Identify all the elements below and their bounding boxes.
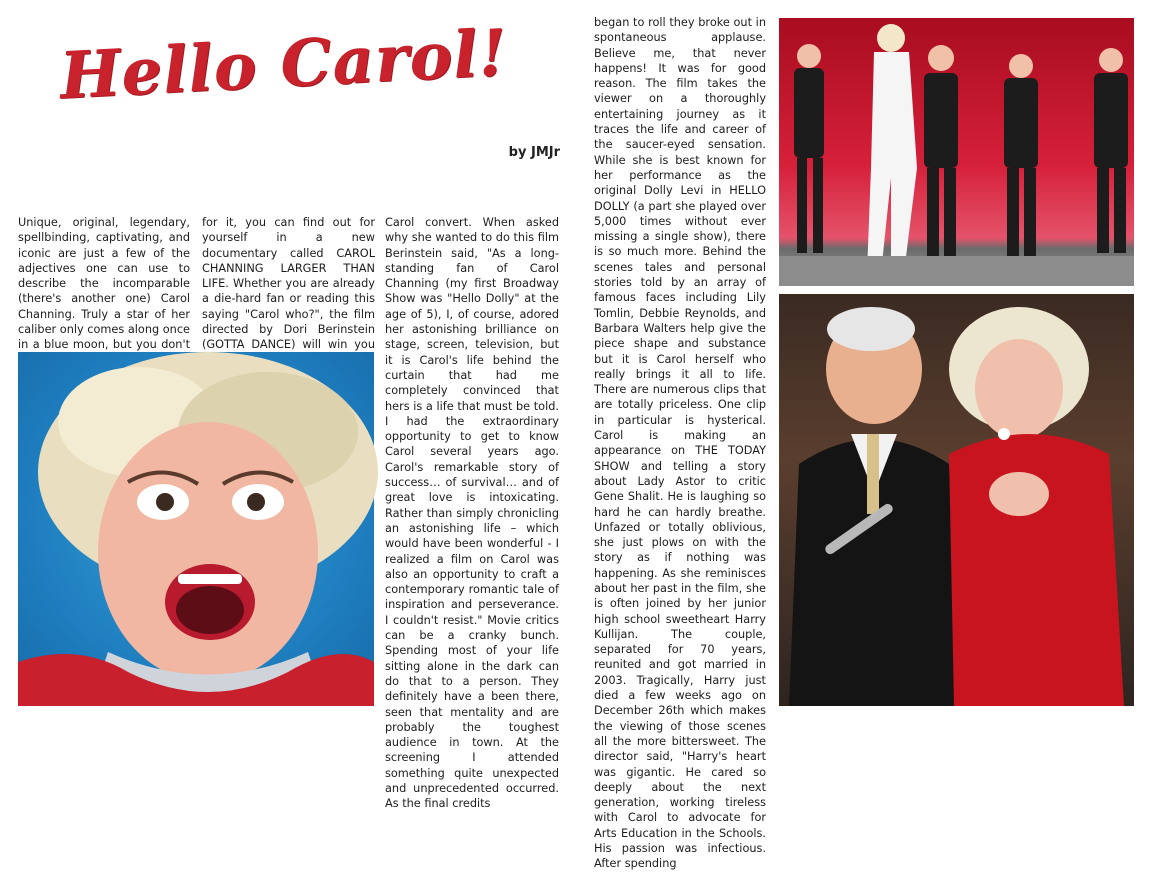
body-column-1: [18, 215, 190, 368]
body-text-3: Carol convert. When asked why she wanted to do this film Berinstein said, "As a long-standing fan of Carol Channing (my first Broadway Show was "Hello Dolly" at the age of 5), I, of course, adored her astonishing brilliance on stage, screen, television, but it is Carol's life behind the curtain that had me completely convinced that hers is a life that must be told. I had the extraordinary opportunity to get to know Carol several years ago. Carol's remarkable story of success… of survival… and of great love is intoxicating. Rather than simply chronicling an astonishing life – which would have been wonderful - I realized a film on Carol was also an opportunity to craft a contemporary romantic tale of inspiration and perseverance. I couldn't resist." Movie critics can be a cranky bunch. Spending most of your life sitting alone in the dark can do that to a person. They definitely have a been there, seen that mentality and are probably the toughest audience in town. At the screening I attended something quite unexpected and unprecedented occurred. As the final credits: [385, 216, 559, 811]
body-column-2: [202, 215, 375, 368]
body-text-1: Unique, original, legendary, spellbinding, captivating, and iconic are just a few of the adjectives one can use to describe the incomparable (there's another one) Carol Channing. Truly a star of her caliber only comes along once in a blue moon, but you don't: [18, 216, 190, 352]
article-title: Hello Carol!: [58, 15, 510, 114]
body-text-2: for it, you can find out for yourself in a new documentary called CAROL CHANNING LARGER THAN LIFE. Whether you are already a die-hard fan or reading this saying "Carol who?", the film directed by Dori Berinstein (GOTTA DANCE) will win you: [202, 216, 375, 352]
article-byline: by JMJr: [508, 145, 560, 160]
portrait-photo: [18, 352, 374, 706]
couple-photo: [779, 294, 1134, 706]
body-column-4: [594, 15, 766, 871]
stage-photo: [779, 18, 1134, 286]
body-text-4: began to roll they broke out in spontaneous applause. Believe me, that never happens! It was for good reason. The film takes the viewer on a thoroughly entertaining journey as it traces the life and career of the saucer-eyed sensation. While she is best known for her performance as the original Dolly Levi in HELLO DOLLY (a part she played over 5,000 times without ever missing a single show), there is so much more. Behind the scenes tales and personal stories told by an array of famous faces including Lily Tomlin, Debbie Reynolds, and Barbara Walters help give the piece shape and substance but it is Carol herself who really brings it all to life. There are numerous clips that are totally priceless. One clip in particular is hysterical. Carol is making an appearance on THE TODAY SHOW and telling a story about Lady Astor to critic Gene Shalit. He is laughing so hard he can hardly breathe. Unfazed or totally oblivious, she just plows on with the story as if nothing was happening. As she reminisces about her past in the film, she is often joined by her junior high school sweetheart Harry Kullijan. The couple, separated for 70 years, reunited and got married in 2003. Tragically, Harry just died a few weeks ago on December 26th which makes the viewing of those scenes all the more bittersweet. The director said, "Harry's heart was gigantic. He cared so deeply about the next generation, working tireless with Carol to advocate for Arts Education in the Schools. His passion was infectious. After spending: [594, 16, 766, 871]
body-column-3: [385, 215, 559, 811]
